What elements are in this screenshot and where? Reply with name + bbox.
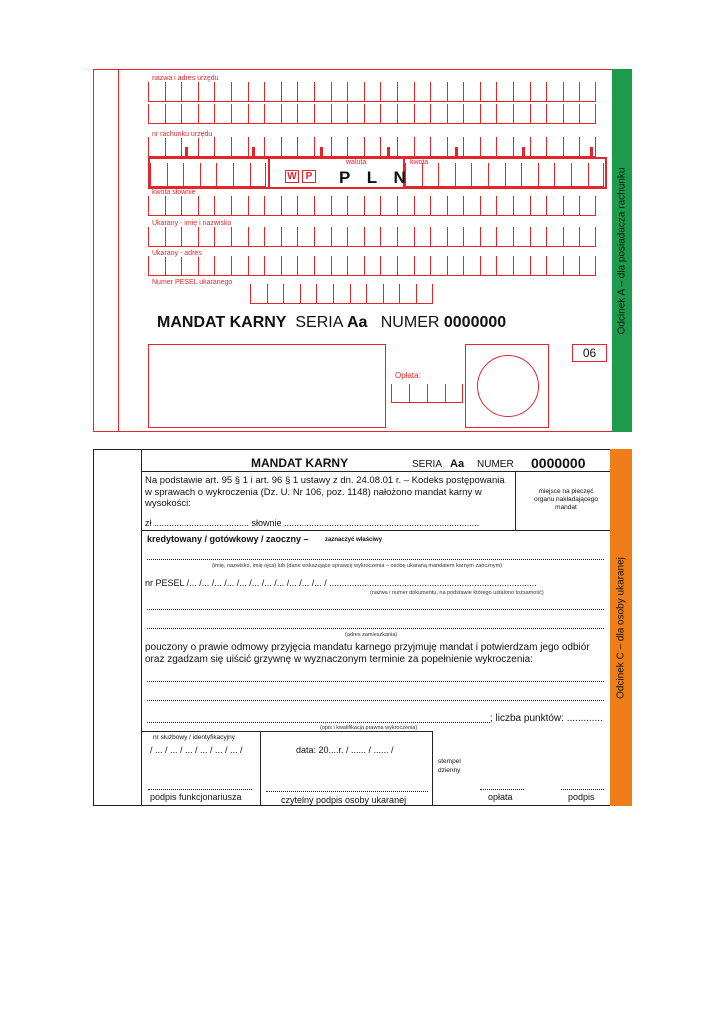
character-cell[interactable] [530, 196, 547, 216]
character-cell[interactable] [264, 196, 281, 216]
pesel-line[interactable]: nr PESEL /... /... /... /... /... /... /... /... /... /... /... / ................................................................................... [145, 578, 537, 588]
character-cell[interactable] [480, 196, 497, 216]
character-cell[interactable] [380, 256, 397, 276]
character-cell[interactable] [480, 104, 497, 124]
character-cell[interactable] [231, 227, 248, 247]
character-cell[interactable] [181, 104, 198, 124]
account-group-tick [252, 147, 255, 156]
character-cell[interactable] [200, 163, 217, 187]
character-cell[interactable] [181, 196, 198, 216]
hint-offense: (opis i kwalifikacja prawna wykroczenia) [320, 725, 418, 731]
offense-line-3[interactable] [147, 722, 490, 723]
character-cell[interactable] [530, 256, 547, 276]
character-cell[interactable] [316, 284, 333, 304]
character-cell[interactable] [496, 256, 513, 276]
character-cell[interactable] [397, 256, 414, 276]
section-a-title-text: MANDAT KARNY [157, 314, 287, 331]
character-cell[interactable] [496, 104, 513, 124]
character-cell[interactable] [231, 196, 248, 216]
character-cell[interactable] [314, 82, 331, 102]
stamp-place-label: miejsce na pieczęć organu nakładającego mandat [534, 488, 598, 511]
section-c-numer-value: 0000000 [531, 455, 586, 471]
character-cell[interactable] [165, 227, 182, 247]
section-a-title [157, 314, 506, 332]
character-cell[interactable] [331, 196, 348, 216]
character-cell[interactable] [165, 256, 182, 276]
character-cell[interactable] [530, 137, 547, 157]
name-address-cells-2[interactable] [148, 104, 596, 124]
character-cell[interactable] [264, 227, 281, 247]
character-cell[interactable] [198, 256, 215, 276]
character-cell[interactable] [383, 284, 400, 304]
character-cell[interactable] [248, 196, 265, 216]
name-address-cells-1[interactable] [148, 82, 596, 102]
fee-label: opłata [488, 792, 513, 802]
character-cell[interactable] [331, 137, 348, 157]
character-cell[interactable] [165, 196, 182, 216]
divider [141, 471, 610, 472]
character-cell[interactable] [181, 82, 198, 102]
character-cell[interactable] [463, 137, 480, 157]
character-cell[interactable] [397, 196, 414, 216]
character-cell[interactable] [445, 384, 463, 403]
character-cell[interactable] [198, 196, 215, 216]
character-cell[interactable] [347, 227, 364, 247]
character-cell[interactable] [438, 163, 455, 187]
section-c-stub-divider [141, 449, 142, 806]
character-cell[interactable] [480, 227, 497, 247]
character-cell[interactable] [148, 256, 165, 276]
character-cell[interactable] [538, 163, 555, 187]
character-cell[interactable] [364, 104, 381, 124]
character-cell[interactable] [364, 256, 381, 276]
character-cell[interactable] [165, 104, 182, 124]
label-offender-name: Ukarany - imię i nazwisko [152, 220, 232, 227]
date-field[interactable]: data: 20....r. / ...... / ...... / [296, 745, 394, 755]
section-a-seria-value: Aa [346, 314, 368, 331]
character-cell[interactable] [496, 82, 513, 102]
character-cell[interactable] [350, 284, 367, 304]
character-cell[interactable] [297, 256, 314, 276]
officer-no-slots[interactable]: / ... / ... / ... / ... / ... / ... / [150, 745, 243, 755]
character-cell[interactable] [471, 163, 488, 187]
character-cell[interactable] [364, 82, 381, 102]
character-cell[interactable] [563, 227, 580, 247]
section-a-stub-divider [118, 69, 119, 432]
section-a-side-bar [612, 69, 632, 432]
character-cell[interactable] [397, 137, 414, 157]
divider [515, 471, 516, 530]
hint-names: (imię, nazwisko, imię ojca) lub (dane wskazujące sprawcę wykroczenia – osobę ukaraną mandatem karnym zaocznym) [212, 563, 503, 569]
character-cell[interactable] [181, 227, 198, 247]
character-cell[interactable] [150, 163, 167, 187]
character-cell[interactable] [397, 104, 414, 124]
label-amount-words: kwota słownie [152, 189, 196, 196]
character-cell[interactable] [571, 163, 588, 187]
character-cell[interactable] [366, 284, 383, 304]
section-a-seria-label: SERIA [295, 314, 343, 331]
account-group-tick [522, 147, 525, 156]
section-a-numer-label: NUMER [380, 314, 440, 331]
section-c-side-label: Odcinek C – dla osoby ukaranej [615, 556, 627, 699]
sig-officer-line[interactable] [148, 789, 252, 790]
character-cell[interactable] [397, 227, 414, 247]
legal-text-3: wysokości: [145, 498, 191, 509]
character-cell[interactable] [231, 256, 248, 276]
account-group-tick [455, 147, 458, 156]
label-account: nr rachunku urzędu [152, 131, 213, 138]
character-cell[interactable] [430, 196, 447, 216]
character-cell[interactable] [281, 104, 298, 124]
character-cell[interactable] [281, 137, 298, 157]
character-cell[interactable] [579, 137, 596, 157]
character-cell[interactable] [480, 137, 497, 157]
names-line[interactable] [147, 559, 604, 560]
currency-left-cells[interactable] [150, 163, 266, 187]
character-cell[interactable] [579, 196, 596, 216]
account-cells[interactable] [148, 137, 596, 157]
character-cell[interactable] [264, 137, 281, 157]
character-cell[interactable] [563, 196, 580, 216]
character-cell[interactable] [148, 137, 165, 157]
section-c-title: MANDAT KARNY [251, 456, 349, 470]
fee-cells[interactable] [391, 384, 463, 403]
character-cell[interactable] [546, 104, 563, 124]
character-cell[interactable] [165, 137, 182, 157]
character-cell[interactable] [214, 82, 231, 102]
character-cell[interactable] [563, 82, 580, 102]
label-fee: Opłata: [395, 371, 421, 380]
character-cell[interactable] [380, 82, 397, 102]
character-cell[interactable] [181, 137, 198, 157]
seal-circle [477, 355, 539, 417]
character-cell[interactable] [414, 137, 431, 157]
character-cell[interactable] [364, 137, 381, 157]
account-group-tick [185, 147, 188, 156]
character-cell[interactable] [554, 163, 571, 187]
offense-line-2[interactable] [147, 700, 604, 701]
sig-officer-label: podpis funkcjonariusza [150, 792, 242, 802]
points-label[interactable]: ; liczba punktów: ............. [490, 713, 603, 724]
character-cell[interactable] [496, 196, 513, 216]
label-offender-address: Ukarany - adres [152, 250, 202, 257]
address-line-2[interactable] [147, 628, 604, 629]
hint-doc: (nazwa i numer dokumentu, na podstawie którego ustalono tożsamość) [370, 590, 544, 596]
character-cell[interactable] [447, 196, 464, 216]
character-cell[interactable] [281, 82, 298, 102]
character-cell[interactable] [488, 163, 505, 187]
character-cell[interactable] [588, 163, 605, 187]
character-cell[interactable] [250, 163, 267, 187]
character-cell[interactable] [430, 104, 447, 124]
character-cell[interactable] [281, 227, 298, 247]
hint-address: (adres zamieszkania) [345, 632, 398, 638]
character-cell[interactable] [347, 256, 364, 276]
character-cell[interactable] [297, 227, 314, 247]
character-cell[interactable] [391, 384, 409, 403]
character-cell[interactable] [546, 82, 563, 102]
character-cell[interactable] [409, 384, 427, 403]
character-cell[interactable] [214, 104, 231, 124]
character-cell[interactable] [314, 196, 331, 216]
character-cell[interactable] [248, 256, 265, 276]
character-cell[interactable] [264, 256, 281, 276]
amount-words-cells[interactable] [148, 196, 596, 216]
currency-value: P L N [339, 168, 412, 187]
payment-type-note: zaznaczyć właściwy [325, 537, 383, 543]
character-cell[interactable] [364, 227, 381, 247]
label-pesel: Numer PESEL ukaranego [152, 279, 233, 286]
legal-text-1: Na podstawie art. 95 § 1 i art. 96 § 1 ustawy z dn. 24.08.01 r. – Kodeks postępowania [145, 475, 505, 486]
section-c-seria-value: Aa [450, 458, 465, 470]
divider [260, 731, 261, 806]
character-cell[interactable] [148, 82, 165, 102]
section-c-numer-label: NUMER [477, 459, 514, 470]
character-cell[interactable] [463, 227, 480, 247]
divider [141, 530, 610, 531]
character-cell[interactable] [264, 82, 281, 102]
character-cell[interactable] [314, 104, 331, 124]
signature-line[interactable] [561, 789, 604, 790]
divider [141, 731, 432, 732]
officer-no-label: nr służbowy / identyfikacyjny [153, 734, 236, 741]
label-name-address: nazwa i adres urzędu [152, 75, 219, 82]
character-cell[interactable] [546, 196, 563, 216]
character-cell[interactable] [563, 137, 580, 157]
character-cell[interactable] [430, 227, 447, 247]
section-a-numer-value: 0000000 [443, 314, 507, 331]
character-cell[interactable] [480, 256, 497, 276]
payment-type[interactable]: kredytowany / gotówkowy / zaoczny – [147, 534, 309, 544]
character-cell[interactable] [579, 256, 596, 276]
section-c-seria-label: SERIA [412, 459, 443, 470]
character-cell[interactable] [300, 284, 317, 304]
character-cell[interactable] [380, 196, 397, 216]
sig-offender-label: czytelny podpis osoby ukaranej [281, 795, 407, 805]
character-cell[interactable] [405, 163, 422, 187]
character-cell[interactable] [214, 227, 231, 247]
character-cell[interactable] [430, 137, 447, 157]
character-cell[interactable] [563, 256, 580, 276]
section-a-side-label: Odcinek A – dla posiadacza rachunku [616, 167, 628, 334]
character-cell[interactable] [513, 256, 530, 276]
character-cell[interactable] [347, 82, 364, 102]
character-cell[interactable] [364, 196, 381, 216]
character-cell[interactable] [233, 163, 250, 187]
character-cell[interactable] [214, 196, 231, 216]
character-cell[interactable] [183, 163, 200, 187]
character-cell[interactable] [281, 196, 298, 216]
character-cell[interactable] [496, 137, 513, 157]
character-cell[interactable] [579, 227, 596, 247]
character-cell[interactable] [216, 163, 233, 187]
fee-line[interactable] [480, 789, 524, 790]
character-cell[interactable] [546, 227, 563, 247]
character-cell[interactable] [513, 104, 530, 124]
character-cell[interactable] [430, 256, 447, 276]
character-cell[interactable] [347, 196, 364, 216]
account-group-tick [320, 147, 323, 156]
divider [432, 731, 433, 806]
character-cell[interactable] [530, 104, 547, 124]
character-cell[interactable] [414, 104, 431, 124]
character-cell[interactable] [198, 227, 215, 247]
character-cell[interactable] [148, 196, 165, 216]
stamp-label: stempel [438, 758, 461, 765]
character-cell[interactable] [447, 82, 464, 102]
character-cell[interactable] [447, 256, 464, 276]
character-cell[interactable] [513, 82, 530, 102]
character-cell[interactable] [297, 137, 314, 157]
legal-text-2: w sprawach o wykroczenia (Dz. U. Nr 106, poz. 1148) nałożono mandat karny w [145, 487, 482, 498]
character-cell[interactable] [513, 196, 530, 216]
character-cell[interactable] [414, 256, 431, 276]
character-cell[interactable] [314, 256, 331, 276]
character-cell[interactable] [231, 104, 248, 124]
character-cell[interactable] [463, 104, 480, 124]
character-cell[interactable] [546, 256, 563, 276]
character-cell[interactable] [347, 104, 364, 124]
pesel-cells[interactable] [250, 284, 433, 304]
character-cell[interactable] [231, 82, 248, 102]
character-cell[interactable] [579, 82, 596, 102]
character-cell[interactable] [422, 163, 439, 187]
character-cell[interactable] [496, 227, 513, 247]
section-c-side-bar [610, 449, 632, 806]
wp-p-box: P [302, 170, 316, 183]
character-cell[interactable] [248, 227, 265, 247]
character-cell[interactable] [563, 104, 580, 124]
wp-w-box: W [285, 170, 299, 183]
character-cell[interactable] [148, 227, 165, 247]
label-currency: waluta [346, 159, 367, 166]
character-cell[interactable] [331, 104, 348, 124]
character-cell[interactable] [416, 284, 433, 304]
character-cell[interactable] [463, 196, 480, 216]
amount-line[interactable]: zł ...................................... słownie .............................................................................. [145, 518, 480, 528]
character-cell[interactable] [283, 284, 300, 304]
section-a-code: 06 [572, 344, 607, 362]
offense-line-1[interactable] [147, 681, 604, 682]
character-cell[interactable] [414, 196, 431, 216]
character-cell[interactable] [447, 227, 464, 247]
character-cell[interactable] [331, 227, 348, 247]
instruction-2: oraz zgadzam się uiścić grzywnę w wyznaczonym terminie za popełnienie wykroczenia: [145, 654, 533, 665]
character-cell[interactable] [267, 284, 284, 304]
character-cell[interactable] [148, 104, 165, 124]
character-cell[interactable] [505, 163, 522, 187]
character-cell[interactable] [297, 104, 314, 124]
character-cell[interactable] [264, 104, 281, 124]
character-cell[interactable] [333, 284, 350, 304]
character-cell[interactable] [214, 256, 231, 276]
character-cell[interactable] [463, 82, 480, 102]
character-cell[interactable] [397, 82, 414, 102]
offender-name-cells[interactable] [148, 227, 596, 247]
signature-label: podpis [568, 792, 595, 802]
character-cell[interactable] [463, 256, 480, 276]
character-cell[interactable] [297, 82, 314, 102]
character-cell[interactable] [513, 227, 530, 247]
stamp-label-2: dzienny [438, 767, 461, 774]
address-line-1[interactable] [147, 609, 604, 610]
character-cell[interactable] [165, 82, 182, 102]
character-cell[interactable] [530, 227, 547, 247]
character-cell[interactable] [297, 196, 314, 216]
character-cell[interactable] [214, 137, 231, 157]
account-group-tick [590, 147, 593, 156]
character-cell[interactable] [331, 82, 348, 102]
character-cell[interactable] [331, 256, 348, 276]
character-cell[interactable] [414, 227, 431, 247]
section-a-stamp-box [148, 344, 386, 428]
character-cell[interactable] [314, 227, 331, 247]
character-cell[interactable] [380, 104, 397, 124]
character-cell[interactable] [198, 104, 215, 124]
character-cell[interactable] [231, 137, 248, 157]
character-cell[interactable] [248, 137, 265, 157]
character-cell[interactable] [430, 82, 447, 102]
character-cell[interactable] [579, 104, 596, 124]
character-cell[interactable] [248, 104, 265, 124]
character-cell[interactable] [521, 163, 538, 187]
offender-address-cells[interactable] [148, 256, 596, 276]
character-cell[interactable] [281, 256, 298, 276]
character-cell[interactable] [530, 82, 547, 102]
character-cell[interactable] [447, 104, 464, 124]
character-cell[interactable] [427, 384, 445, 403]
character-cell[interactable] [399, 284, 416, 304]
character-cell[interactable] [198, 82, 215, 102]
label-amount: kwota [410, 159, 429, 166]
character-cell[interactable] [347, 137, 364, 157]
account-group-tick [387, 147, 390, 156]
character-cell[interactable] [380, 227, 397, 247]
character-cell[interactable] [248, 82, 265, 102]
sig-offender-line[interactable] [266, 791, 428, 792]
character-cell[interactable] [198, 137, 215, 157]
character-cell[interactable] [414, 82, 431, 102]
amount-cells[interactable] [405, 163, 604, 187]
character-cell[interactable] [480, 82, 497, 102]
character-cell[interactable] [167, 163, 184, 187]
character-cell[interactable] [181, 256, 198, 276]
character-cell[interactable] [546, 137, 563, 157]
character-cell[interactable] [455, 163, 472, 187]
character-cell[interactable] [250, 284, 267, 304]
instruction-1: pouczony o prawie odmowy przyjęcia mandatu karnego przyjmuję mandat i potwierdzam jego odbiór [145, 642, 590, 653]
